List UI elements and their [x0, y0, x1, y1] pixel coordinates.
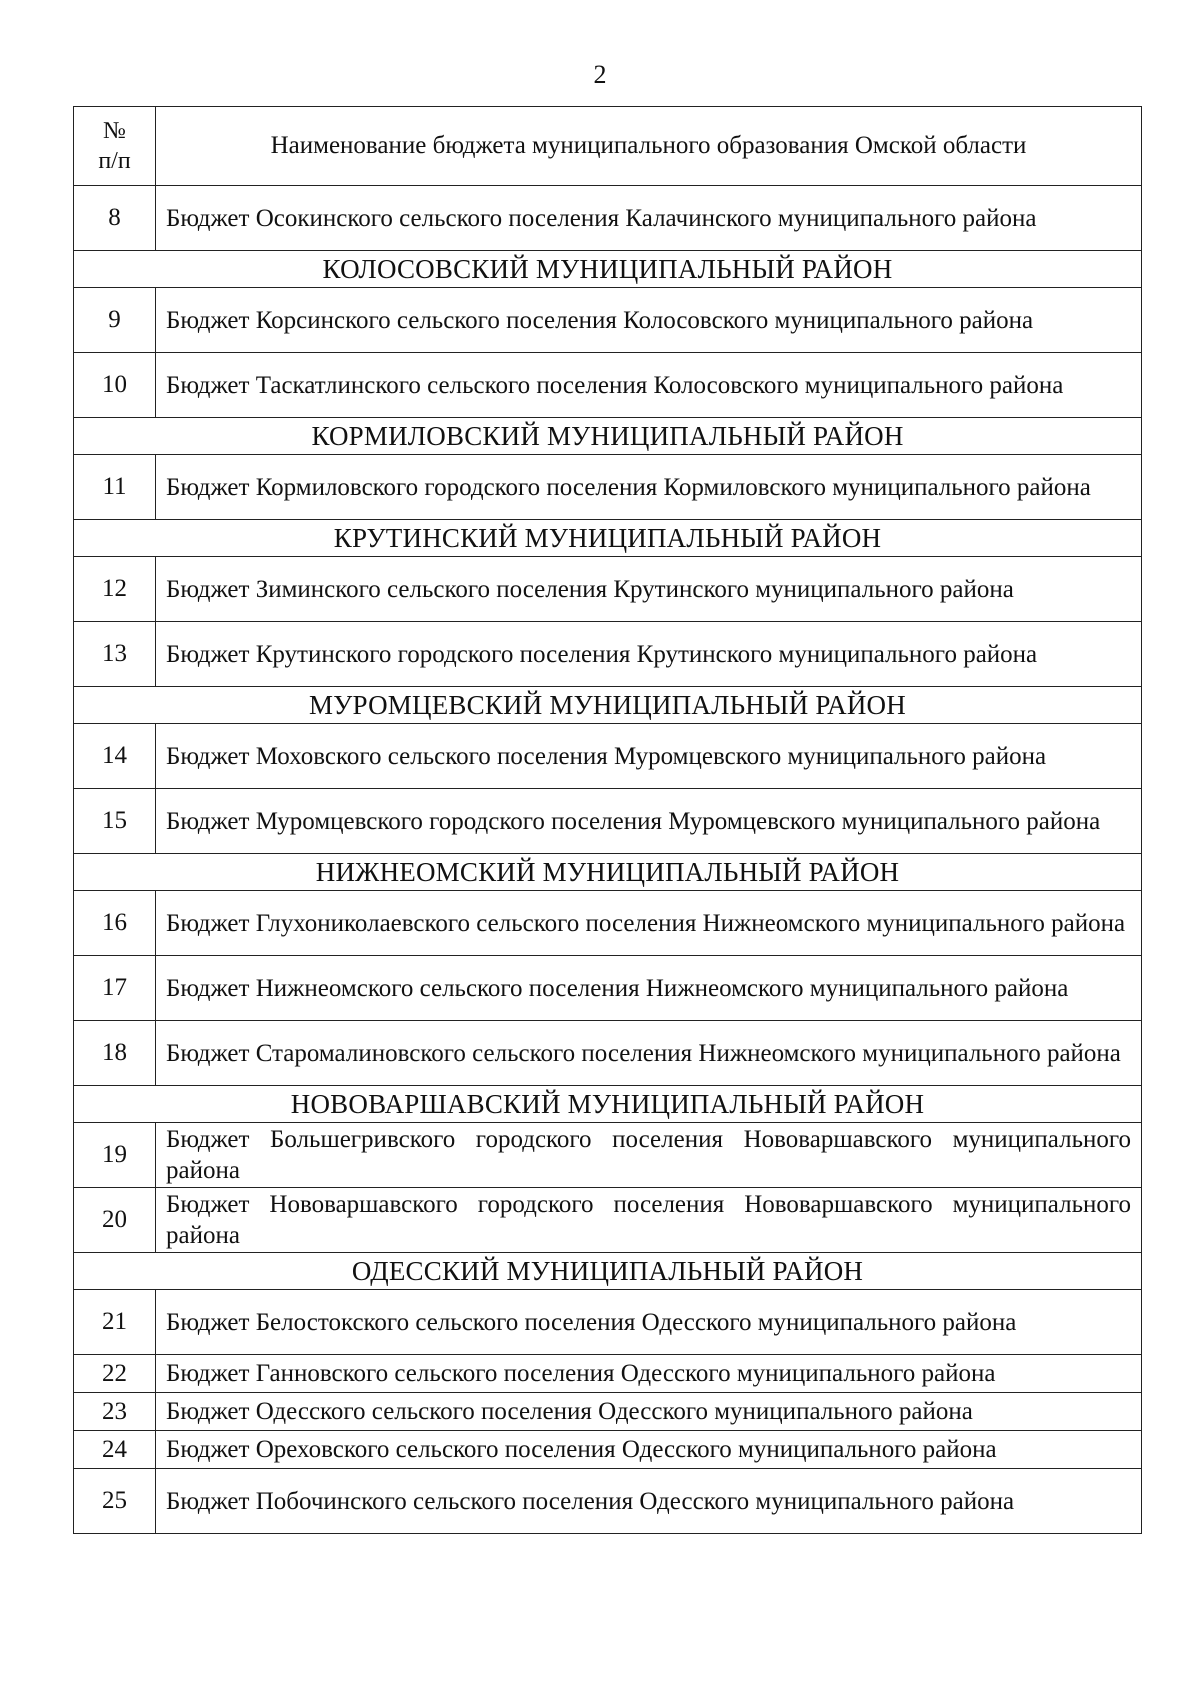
table-row — [74, 1431, 1142, 1469]
budget-name: Бюджет Муромцевского городского поселения Муромцевского муниципального района — [156, 789, 1142, 854]
budget-name: Бюджет Ореховского сельского поселения Одесского муниципального района — [156, 1431, 1142, 1469]
row-number: 8 — [74, 186, 156, 251]
budget-name: Бюджет Крутинского городского поселения Крутинского муниципального района — [156, 622, 1142, 687]
district-section-row — [74, 687, 1142, 724]
row-number: 18 — [74, 1021, 156, 1086]
row-number: 23 — [74, 1393, 156, 1431]
table-row — [74, 956, 1142, 1021]
budget-name: Бюджет Кормиловского городского поселения Кормиловского муниципального района — [156, 455, 1142, 520]
budget-name: Бюджет Старомалиновского сельского поселения Нижнеомского муниципального района — [156, 1021, 1142, 1086]
row-number: 21 — [74, 1290, 156, 1355]
table-row — [74, 1290, 1142, 1355]
budget-name: Бюджет Глухониколаевского сельского поселения Нижнеомского муниципального района — [156, 891, 1142, 956]
district-section-title: НИЖНЕОМСКИЙ МУНИЦИПАЛЬНЫЙ РАЙОН — [74, 854, 1142, 891]
budget-name: Бюджет Зиминского сельского поселения Крутинского муниципального района — [156, 557, 1142, 622]
district-section-title: КОРМИЛОВСКИЙ МУНИЦИПАЛЬНЫЙ РАЙОН — [74, 418, 1142, 455]
district-section-row — [74, 1086, 1142, 1123]
table-row — [74, 1393, 1142, 1431]
budget-name: Бюджет Ганновского сельского поселения Одесского муниципального района — [156, 1355, 1142, 1393]
budget-name: Бюджет Корсинского сельского поселения Колосовского муниципального района — [156, 288, 1142, 353]
table-row — [74, 1123, 1142, 1188]
district-section-title: КРУТИНСКИЙ МУНИЦИПАЛЬНЫЙ РАЙОН — [74, 520, 1142, 557]
budget-name: Бюджет Одесского сельского поселения Одесского муниципального района — [156, 1393, 1142, 1431]
district-section-row — [74, 418, 1142, 455]
row-number: 14 — [74, 724, 156, 789]
table-row — [74, 1355, 1142, 1393]
table-row — [74, 724, 1142, 789]
table-row — [74, 789, 1142, 854]
row-number: 9 — [74, 288, 156, 353]
table-row — [74, 1021, 1142, 1086]
row-number: 25 — [74, 1469, 156, 1534]
budget-name: Бюджет Побочинского сельского поселения Одесского муниципального района — [156, 1469, 1142, 1534]
row-number: 11 — [74, 455, 156, 520]
table-header — [74, 107, 1142, 186]
header-name-cell: Наименование бюджета муниципального образования Омской области — [156, 107, 1142, 186]
district-section-title: НОВОВАРШАВСКИЙ МУНИЦИПАЛЬНЫЙ РАЙОН — [74, 1086, 1142, 1123]
row-number: 17 — [74, 956, 156, 1021]
table-row — [74, 622, 1142, 687]
table-row — [74, 288, 1142, 353]
table-row — [74, 557, 1142, 622]
table-row — [74, 186, 1142, 251]
row-number: 20 — [74, 1188, 156, 1253]
budget-name: Бюджет Моховского сельского поселения Муромцевского муниципального района — [156, 724, 1142, 789]
district-section-title: КОЛОСОВСКИЙ МУНИЦИПАЛЬНЫЙ РАЙОН — [74, 251, 1142, 288]
row-number: 24 — [74, 1431, 156, 1469]
district-section-row — [74, 1253, 1142, 1290]
table-row — [74, 891, 1142, 956]
table-row — [74, 1188, 1142, 1253]
header-number-symbol: № — [103, 118, 126, 144]
budget-name: Бюджет Белостокского сельского поселения Одесского муниципального района — [156, 1290, 1142, 1355]
district-section-row — [74, 520, 1142, 557]
district-section-title: ОДЕССКИЙ МУНИЦИПАЛЬНЫЙ РАЙОН — [74, 1253, 1142, 1290]
table-body — [74, 186, 1142, 1534]
header-row — [74, 107, 1142, 186]
table-row — [74, 455, 1142, 520]
row-number: 19 — [74, 1123, 156, 1188]
budget-name: Бюджет Большегривского городского поселения Нововаршавского муниципального района — [156, 1123, 1142, 1188]
budget-name: Бюджет Таскатлинского сельского поселения Колосовского муниципального района — [156, 353, 1142, 418]
table-row — [74, 353, 1142, 418]
header-number-cell — [74, 107, 156, 186]
budget-name: Бюджет Нижнеомского сельского поселения Нижнеомского муниципального района — [156, 956, 1142, 1021]
row-number: 15 — [74, 789, 156, 854]
district-section-row — [74, 854, 1142, 891]
budget-name: Бюджет Нововаршавского городского поселения Нововаршавского муниципального района — [156, 1188, 1142, 1253]
row-number: 12 — [74, 557, 156, 622]
row-number: 13 — [74, 622, 156, 687]
district-section-title: МУРОМЦЕВСКИЙ МУНИЦИПАЛЬНЫЙ РАЙОН — [74, 687, 1142, 724]
budget-table — [73, 106, 1142, 1534]
district-section-row — [74, 251, 1142, 288]
header-number-abbrev: п/п — [98, 148, 131, 174]
page-number: 2 — [593, 60, 607, 89]
row-number: 16 — [74, 891, 156, 956]
row-number: 10 — [74, 353, 156, 418]
budget-name: Бюджет Осокинского сельского поселения Калачинского муниципального района — [156, 186, 1142, 251]
row-number: 22 — [74, 1355, 156, 1393]
table-row — [74, 1469, 1142, 1534]
